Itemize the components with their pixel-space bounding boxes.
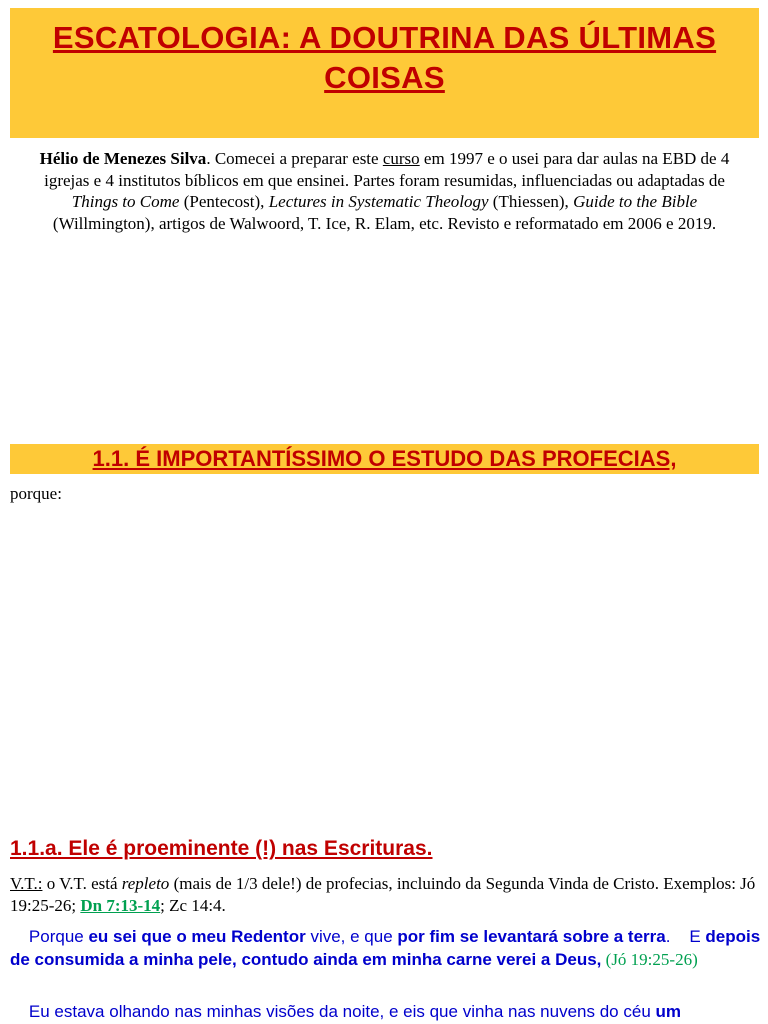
- verse2-bold-1: um: [655, 1002, 681, 1021]
- title-banner: [10, 8, 759, 138]
- book-title-3: Guide to the Bible: [573, 192, 698, 211]
- verse1-text-1: Porque: [28, 927, 89, 946]
- author-name: Hélio de Menezes Silva: [39, 149, 207, 168]
- verse1-source: (Jó 19:25-26): [601, 949, 698, 969]
- curso-link[interactable]: curso: [382, 149, 420, 168]
- book-title-1: Things to Come: [71, 192, 180, 211]
- intro-text-2: em 1997 e o usei para dar aulas na EBD de 4 igrejas e 4 institutos bíblicos em que ensinei. Partes foram resumidas, influenciadas ou adaptadas de: [44, 149, 730, 190]
- title-line-2: COISAS: [324, 60, 445, 95]
- section-heading: 1.1. É IMPORTANTÍSSIMO O ESTUDO DAS PROFECIAS,: [92, 446, 677, 471]
- intro-paragraph: [20, 148, 749, 234]
- vt-text-1: o V.T. está: [42, 874, 122, 893]
- subsection-heading: 1.1.a. Ele é proeminente (!) nas Escrituras.: [10, 837, 433, 860]
- vt-text-3: ; Zc 14:4.: [160, 895, 226, 915]
- vt-text-2: (mais de 1/3 dele!) de profecias, incluindo da Segunda Vinda de Cristo. Exemplos: Jó 19:25-26;: [10, 874, 756, 915]
- verse1-text-3: . E: [665, 927, 706, 946]
- intro-text-3: (Pentecost),: [179, 192, 269, 211]
- intro-text-1: . Comecei a preparar este: [206, 149, 383, 168]
- verse1-bold-2: por fim se levantará sobre a terra: [397, 927, 666, 946]
- verse1-bold-3: depois de consumida a minha pele, contudo ainda em minha carne verei a Deus,: [10, 927, 761, 969]
- verse-job: [10, 926, 762, 971]
- verse2-text-1: Eu estava olhando nas minhas visões da noite, e eis que vinha nas nuvens do céu: [28, 1002, 656, 1021]
- porque-text: porque:: [10, 484, 62, 503]
- vt-paragraph: [10, 873, 758, 916]
- book-title-2: Lectures in Systematic Theology: [268, 192, 489, 211]
- intro-text-5: (Willmington), artigos de Walwoord, T. Ice, R. Elam, etc. Revisto e reformatado em 2006 e 2019.: [52, 213, 717, 233]
- document-title: [10, 18, 759, 98]
- verse1-text-2: vive, e que: [305, 927, 398, 946]
- vt-label: V.T.:: [10, 874, 43, 893]
- verse1-bold-1: eu sei que o meu Redentor: [88, 927, 306, 946]
- title-line-1: ESCATOLOGIA: A DOUTRINA DAS ÚLTIMAS: [52, 20, 717, 55]
- verse-daniel: [10, 1001, 762, 1024]
- section-heading-banner: [10, 444, 759, 474]
- vt-repleto: repleto: [121, 874, 170, 893]
- dn-reference-link[interactable]: Dn 7:13-14: [80, 895, 161, 915]
- intro-text-4: (Thiessen),: [488, 192, 574, 211]
